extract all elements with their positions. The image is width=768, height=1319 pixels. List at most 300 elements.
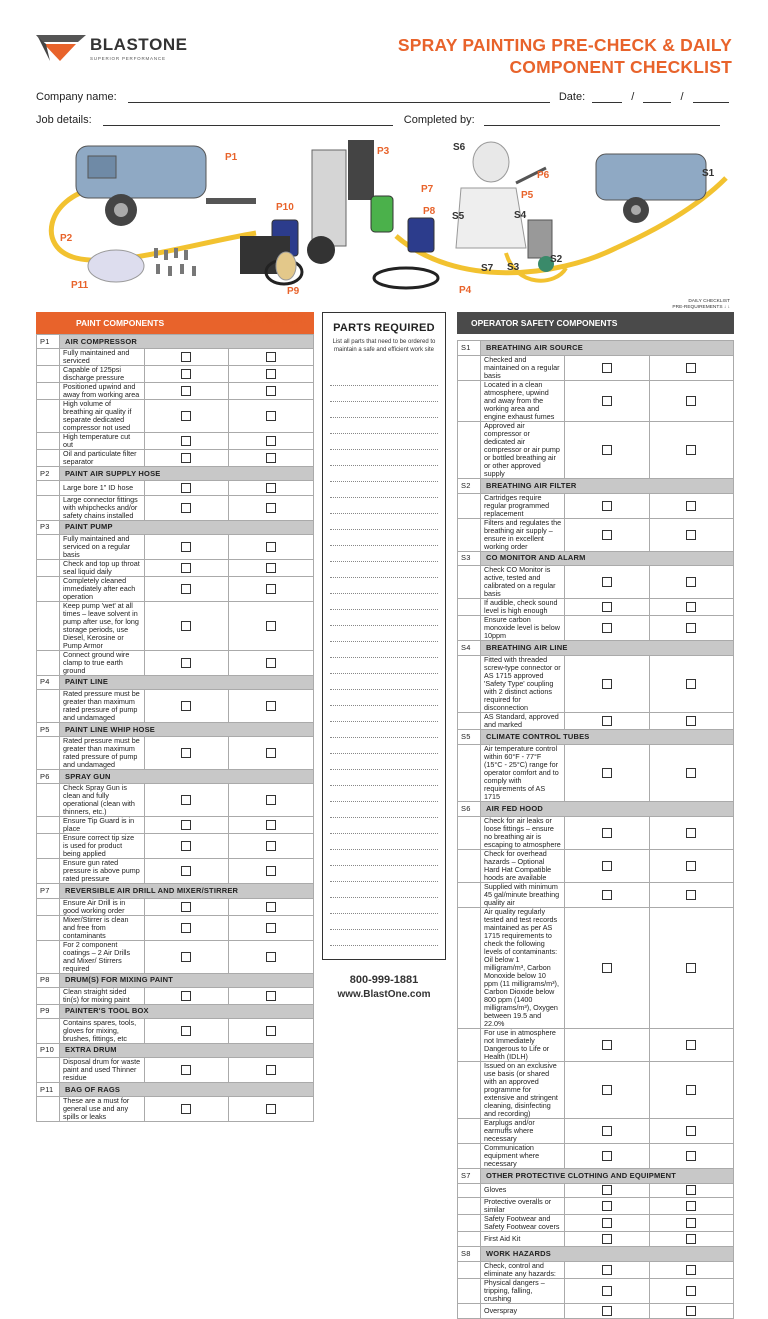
section-title: PAINT LINE [60, 675, 314, 689]
checklist-item [37, 366, 314, 383]
checklist-item [37, 859, 314, 884]
checklist-item [37, 817, 314, 834]
daily-checkbox[interactable] [686, 363, 696, 373]
paint-components-header: PAINT COMPONENTS DAILY CHECKLIST PRE-REQUIREMENTS ↓ ↓ [36, 312, 314, 334]
daily-checkbox[interactable] [266, 542, 276, 552]
pre-requirement-checkbox[interactable] [602, 679, 612, 689]
job-row [36, 114, 720, 126]
date-day-field[interactable] [592, 92, 622, 103]
pre-requirement-checkbox[interactable] [181, 952, 191, 962]
pre-requirement-checkbox[interactable] [602, 577, 612, 587]
item-text: AS Standard, approved and marked [481, 713, 565, 730]
daily-checkbox[interactable] [266, 866, 276, 876]
section-code: P9 [37, 1004, 60, 1018]
parts-entry-line[interactable] [330, 561, 438, 562]
item-text: Capable of 125psi discharge pressure [60, 366, 145, 383]
parts-entry-line[interactable] [330, 497, 438, 498]
section-title: BAG OF RAGS [60, 1083, 314, 1097]
section-p8 [37, 973, 314, 987]
section-p4 [37, 675, 314, 689]
checklist-item [458, 713, 734, 730]
parts-entry-line[interactable] [330, 673, 438, 674]
checklist-item [37, 400, 314, 433]
pre-requirement-checkbox[interactable] [181, 1026, 191, 1036]
checklist-item [458, 1215, 734, 1232]
section-code: S1 [458, 341, 481, 356]
item-text: Check, control and eliminate any hazards: [481, 1261, 565, 1278]
item-text: Ensure gun rated pressure is above pump rated pressure [60, 859, 145, 884]
checklist-item [458, 566, 734, 599]
item-text: Large connector fittings with whipchecks and/or safety chains installed [60, 495, 145, 520]
daily-checkbox[interactable] [686, 768, 696, 778]
parts-entry-line[interactable] [330, 689, 438, 690]
checklist-item [37, 737, 314, 770]
daily-checkbox[interactable] [686, 623, 696, 633]
item-text: Filters and regulates the breathing air supply – ensure in excellent working order [481, 518, 565, 551]
section-p11 [37, 1083, 314, 1097]
daily-checkbox[interactable] [686, 890, 696, 900]
daily-checkbox[interactable] [686, 602, 696, 612]
section-title: CO MONITOR AND ALARM [481, 551, 734, 566]
paint-checklist-table [36, 334, 314, 1122]
checklist-item [37, 349, 314, 366]
checklist-item [458, 744, 734, 801]
item-text: These are a must for general use and any spills or leaks [60, 1097, 145, 1122]
item-text: Disposal drum for waste paint and used Thinner residue [60, 1058, 145, 1083]
daily-checkbox[interactable] [266, 483, 276, 493]
item-text: Earplugs and/or earmuffs where necessary [481, 1118, 565, 1143]
daily-checkbox[interactable] [686, 828, 696, 838]
pre-requirement-checkbox[interactable] [181, 453, 191, 463]
daily-checkbox[interactable] [266, 923, 276, 933]
parts-entry-line[interactable] [330, 577, 438, 578]
checklist-item [458, 1278, 734, 1303]
checklist-item [37, 987, 314, 1004]
item-text: Check Spray Gun is clean and fully operational (clean with thinners, etc.) [60, 784, 145, 817]
callout-s6: S6 [453, 142, 466, 153]
logo-tagline: SUPERIOR PERFORMANCE [90, 56, 166, 61]
section-title: SPRAY GUN [60, 770, 314, 784]
blastone-logo [36, 35, 188, 61]
pre-requirement-checkbox[interactable] [181, 820, 191, 830]
pre-requirement-checkbox[interactable] [602, 1265, 612, 1275]
pre-requirement-checkbox[interactable] [602, 1218, 612, 1228]
parts-entry-line[interactable] [330, 625, 438, 626]
pre-requirement-checkbox[interactable] [602, 396, 612, 406]
pre-requirement-checkbox[interactable] [181, 584, 191, 594]
parts-entry-line[interactable] [330, 753, 438, 754]
parts-entry-line[interactable] [330, 945, 438, 946]
daily-checkbox[interactable] [686, 1201, 696, 1211]
callout-p5: P5 [521, 190, 534, 201]
section-s3 [458, 551, 734, 566]
date-month-field[interactable] [643, 92, 671, 103]
item-text: Rated pressure must be greater than maximum rated pressure of pump and undamaged [60, 689, 145, 722]
item-text: Check and top up throat seal liquid daily [60, 559, 145, 576]
checklist-item [458, 355, 734, 380]
blastone-logo-icon [36, 35, 86, 61]
daily-checkbox[interactable] [686, 861, 696, 871]
checklist-item [458, 849, 734, 882]
parts-entry-line[interactable] [330, 913, 438, 914]
parts-entry-line[interactable] [330, 737, 438, 738]
daily-checkbox[interactable] [686, 1265, 696, 1275]
daily-checkbox[interactable] [686, 1040, 696, 1050]
callout-p7: P7 [421, 184, 434, 195]
daily-checkbox[interactable] [686, 577, 696, 587]
callout-p8: P8 [423, 206, 436, 217]
daily-checkbox[interactable] [266, 411, 276, 421]
pre-requirement-checkbox[interactable] [181, 483, 191, 493]
parts-required-column [322, 312, 446, 960]
checklist-item [37, 784, 314, 817]
checklist-item [458, 907, 734, 1028]
pre-requirement-checkbox[interactable] [602, 1286, 612, 1296]
pre-requirement-checkbox[interactable] [602, 1185, 612, 1195]
parts-entry-line[interactable] [330, 401, 438, 402]
daily-checkbox[interactable] [266, 701, 276, 711]
parts-entry-line[interactable] [330, 865, 438, 866]
section-p1 [37, 335, 314, 349]
item-text: Rated pressure must be greater than maximum rated pressure of pump and undamaged [60, 737, 145, 770]
section-code: P3 [37, 520, 60, 534]
checklist-item [458, 421, 734, 478]
parts-entry-line[interactable] [330, 801, 438, 802]
callout-s5: S5 [452, 211, 465, 222]
pre-requirement-checkbox[interactable] [181, 563, 191, 573]
parts-entry-line[interactable] [330, 545, 438, 546]
pre-requirement-checkbox[interactable] [181, 1104, 191, 1114]
callout-p9: P9 [287, 286, 300, 297]
item-text: Check for overhead hazards – Optional Hard Hat Compatible hoods are available [481, 849, 565, 882]
callout-p3: P3 [377, 146, 390, 157]
parts-entry-line[interactable] [330, 465, 438, 466]
item-text: Approved air compressor or dedicated air compressor or air pump or bottled breathing air or other approved supply [481, 421, 565, 478]
item-text: Cartridges require regular programmed replacement [481, 493, 565, 518]
section-code: S8 [458, 1247, 481, 1262]
parts-entry-line[interactable] [330, 593, 438, 594]
pre-requirement-checkbox[interactable] [181, 795, 191, 805]
item-text: Safety Footwear and Safety Footwear covers [481, 1215, 565, 1232]
section-s2 [458, 478, 734, 493]
daily-checkbox[interactable] [686, 679, 696, 689]
checklist-item [37, 559, 314, 576]
safety-checklist-table [457, 340, 734, 1319]
parts-entry-line[interactable] [330, 817, 438, 818]
daily-checkbox[interactable] [266, 841, 276, 851]
paint-components-column [36, 312, 314, 1122]
operator-safety-header: OPERATOR SAFETY COMPONENTS [457, 312, 734, 334]
parts-entry-line[interactable] [330, 721, 438, 722]
item-text: Check CO Monitor is active, tested and calibrated on a regular basis [481, 566, 565, 599]
daily-checkbox[interactable] [266, 748, 276, 758]
checklist-key-right: DAILY CHECKLIST PRE-REQUIREMENTS ↓ ↓ [672, 299, 730, 310]
item-text: Large bore 1" ID hose [60, 481, 145, 495]
parts-entry-line[interactable] [330, 609, 438, 610]
checklist-item [37, 1097, 314, 1122]
section-title: PAINT AIR SUPPLY HOSE [60, 467, 314, 481]
parts-entry-line[interactable] [330, 785, 438, 786]
checklist-item [458, 1261, 734, 1278]
item-text: Gloves [481, 1183, 565, 1198]
callout-s3: S3 [507, 262, 520, 273]
daily-checkbox[interactable] [686, 1151, 696, 1161]
section-code: P11 [37, 1083, 60, 1097]
pre-requirement-checkbox[interactable] [602, 445, 612, 455]
daily-checkbox[interactable] [266, 563, 276, 573]
date-year-field[interactable] [693, 92, 729, 103]
item-text: Keep pump 'wet' at all times – leave solvent in pump after use, for long storage periods, use Diesel, Kerosine or Pump Armor [60, 601, 145, 650]
daily-checkbox[interactable] [266, 503, 276, 513]
daily-checkbox[interactable] [266, 952, 276, 962]
section-s7 [458, 1168, 734, 1183]
pre-requirement-checkbox[interactable] [602, 623, 612, 633]
pre-requirement-checkbox[interactable] [181, 841, 191, 851]
parts-entry-line[interactable] [330, 385, 438, 386]
pre-requirement-checkbox[interactable] [602, 963, 612, 973]
daily-checkbox[interactable] [686, 501, 696, 511]
section-p6 [37, 770, 314, 784]
parts-entry-line[interactable] [330, 705, 438, 706]
pre-requirement-checkbox[interactable] [602, 716, 612, 726]
completed-label: Completed by: [403, 114, 475, 126]
parts-entry-line[interactable] [330, 449, 438, 450]
pre-requirement-checkbox[interactable] [181, 902, 191, 912]
daily-checkbox[interactable] [686, 1218, 696, 1228]
checklist-item [37, 689, 314, 722]
checklist-item [458, 493, 734, 518]
callout-p11: P11 [71, 280, 89, 291]
daily-checkbox[interactable] [266, 1104, 276, 1114]
item-text: Air temperature control within 60°F - 77°F (15°C - 25°C) range for operator comfort and to comply with requirements of AS 1715 [481, 744, 565, 801]
parts-entry-line[interactable] [330, 897, 438, 898]
parts-entry-line[interactable] [330, 849, 438, 850]
pre-requirement-checkbox[interactable] [602, 530, 612, 540]
item-text: Protective overalls or similar [481, 1198, 565, 1215]
daily-checkbox[interactable] [686, 1234, 696, 1244]
checklist-item [37, 834, 314, 859]
section-code: S2 [458, 478, 481, 493]
parts-entry-line[interactable] [330, 433, 438, 434]
pre-requirement-checkbox[interactable] [181, 1065, 191, 1075]
page-title: SPRAY PAINTING PRE-CHECK & DAILY COMPONENT CHECKLIST [397, 35, 732, 77]
section-p5 [37, 722, 314, 736]
checklist-item [458, 380, 734, 421]
pre-requirement-checkbox[interactable] [602, 861, 612, 871]
item-text: Contains spares, tools, gloves for mixing, brushes, fittings, etc [60, 1018, 145, 1043]
pre-requirement-checkbox[interactable] [602, 363, 612, 373]
callout-p10: P10 [276, 202, 294, 213]
section-title: AIR FED HOOD [481, 801, 734, 816]
daily-checkbox[interactable] [266, 386, 276, 396]
section-code: P7 [37, 884, 60, 898]
item-text: Ensure Tip Guard is in place [60, 817, 145, 834]
daily-checkbox[interactable] [686, 445, 696, 455]
item-text: Oil and particulate filter separator [60, 450, 145, 467]
job-field[interactable] [103, 115, 393, 126]
daily-checkbox[interactable] [266, 621, 276, 631]
checklist-item [458, 599, 734, 616]
section-p7 [37, 884, 314, 898]
website-link[interactable]: www.BlastOne.com [337, 989, 431, 1000]
item-text: Ensure correct tip size is used for product being applied [60, 834, 145, 859]
checklist-item [458, 1198, 734, 1215]
pre-requirement-checkbox[interactable] [602, 828, 612, 838]
section-s4 [458, 641, 734, 656]
daily-checkbox[interactable] [686, 530, 696, 540]
pre-requirement-checkbox[interactable] [181, 991, 191, 1001]
daily-checkbox[interactable] [266, 584, 276, 594]
daily-checkbox[interactable] [686, 1306, 696, 1316]
checklist-item [37, 576, 314, 601]
checklist-item [37, 898, 314, 915]
daily-checkbox[interactable] [266, 453, 276, 463]
callout-p1: P1 [225, 152, 238, 163]
pre-requirement-checkbox[interactable] [181, 542, 191, 552]
section-s1 [458, 341, 734, 356]
callout-s4: S4 [514, 210, 527, 221]
daily-checkbox[interactable] [266, 1065, 276, 1075]
pre-requirement-checkbox[interactable] [181, 748, 191, 758]
daily-checkbox[interactable] [266, 352, 276, 362]
logo-brand: BLASTONE [90, 35, 188, 54]
pre-requirement-checkbox[interactable] [602, 1126, 612, 1136]
checklist-item [458, 1143, 734, 1168]
item-text: Issued on an exclusive use basis (or shared with an approved programme for extensive and stringent cleaning, disinfecting and recording) [481, 1061, 565, 1118]
pre-requirement-checkbox[interactable] [181, 352, 191, 362]
section-title: PAINTER'S TOOL BOX [60, 1004, 314, 1018]
daily-checkbox[interactable] [686, 1185, 696, 1195]
pre-requirement-checkbox[interactable] [181, 503, 191, 513]
daily-checkbox[interactable] [266, 991, 276, 1001]
daily-checkbox[interactable] [266, 658, 276, 668]
checklist-item [458, 1232, 734, 1247]
section-code: P5 [37, 722, 60, 736]
checklist-item [37, 534, 314, 559]
checklist-item [458, 656, 734, 713]
checklist-item [458, 882, 734, 907]
pre-requirement-checkbox[interactable] [181, 701, 191, 711]
checklist-item [458, 518, 734, 551]
item-text: Overspray [481, 1303, 565, 1318]
daily-checkbox[interactable] [266, 795, 276, 805]
section-title: EXTRA DRUM [60, 1043, 314, 1057]
item-text: For 2 component coatings – 2 Air Drills and Mixer/ Stirrers required [60, 940, 145, 973]
checklist-item [458, 1061, 734, 1118]
daily-checkbox[interactable] [266, 436, 276, 446]
daily-checkbox[interactable] [686, 963, 696, 973]
daily-checkbox[interactable] [686, 1085, 696, 1095]
checklist-item [458, 616, 734, 641]
section-title: BREATHING AIR LINE [481, 641, 734, 656]
parts-entry-line[interactable] [330, 929, 438, 930]
section-s5 [458, 730, 734, 745]
parts-entry-line[interactable] [330, 769, 438, 770]
item-text: Fitted with threaded screw-type connector or AS 1715 approved 'Safety Type' coupling with 2 distinct actions required for disconnection [481, 656, 565, 713]
date-label: Date: [558, 91, 586, 103]
section-code: P1 [37, 335, 60, 349]
section-title: AIR COMPRESSOR [60, 335, 314, 349]
checklist-item [458, 1303, 734, 1318]
parts-entry-line[interactable] [330, 481, 438, 482]
parts-entry-line[interactable] [330, 529, 438, 530]
checklist-item [37, 481, 314, 495]
daily-checkbox[interactable] [686, 1286, 696, 1296]
daily-checkbox[interactable] [266, 902, 276, 912]
item-text: Communication equipment where necessary [481, 1143, 565, 1168]
parts-entry-line[interactable] [330, 657, 438, 658]
pre-requirement-checkbox[interactable] [181, 866, 191, 876]
parts-entry-line[interactable] [330, 881, 438, 882]
pre-requirement-checkbox[interactable] [602, 501, 612, 511]
daily-checkbox[interactable] [686, 1126, 696, 1136]
section-code: S3 [458, 551, 481, 566]
daily-checkbox[interactable] [686, 396, 696, 406]
checklist-item [37, 915, 314, 940]
daily-checkbox[interactable] [266, 1026, 276, 1036]
pre-requirement-checkbox[interactable] [181, 923, 191, 933]
daily-checkbox[interactable] [686, 716, 696, 726]
checklist-item [37, 601, 314, 650]
completed-field[interactable] [484, 115, 720, 126]
item-text: Clean straight sided tin(s) for mixing paint [60, 987, 145, 1004]
parts-entry-line[interactable] [330, 513, 438, 514]
section-code: P4 [37, 675, 60, 689]
company-field[interactable] [128, 92, 550, 103]
daily-checkbox[interactable] [266, 820, 276, 830]
pre-requirement-checkbox[interactable] [602, 1151, 612, 1161]
section-p9 [37, 1004, 314, 1018]
pre-requirement-checkbox[interactable] [181, 411, 191, 421]
section-title: OTHER PROTECTIVE CLOTHING AND EQUIPMENT [481, 1168, 734, 1183]
pre-requirement-checkbox[interactable] [602, 602, 612, 612]
item-text: Ensure Air Drill is in good working order [60, 898, 145, 915]
pre-requirement-checkbox[interactable] [181, 436, 191, 446]
pre-requirement-checkbox[interactable] [181, 658, 191, 668]
item-text: Fully maintained and serviced on a regular basis [60, 534, 145, 559]
company-label: Company name: [36, 91, 117, 103]
pre-requirement-checkbox[interactable] [602, 1201, 612, 1211]
parts-entry-line[interactable] [330, 417, 438, 418]
parts-entry-line[interactable] [330, 833, 438, 834]
item-text: Checked and maintained on a regular basis [481, 355, 565, 380]
parts-required-box [322, 312, 446, 960]
pre-requirement-checkbox[interactable] [181, 369, 191, 379]
item-text: Completely cleaned immediately after each operation [60, 576, 145, 601]
pre-requirement-checkbox[interactable] [181, 386, 191, 396]
pre-requirement-checkbox[interactable] [602, 1085, 612, 1095]
pre-requirement-checkbox[interactable] [602, 1234, 612, 1244]
parts-entry-line[interactable] [330, 641, 438, 642]
item-text: Ensure carbon monoxide level is below 10ppm [481, 616, 565, 641]
parts-required-note: List all parts that need to be ordered to maintain a safe and efficient work site [332, 339, 436, 353]
pre-requirement-checkbox[interactable] [602, 768, 612, 778]
pre-requirement-checkbox[interactable] [602, 1306, 612, 1316]
callout-p2: P2 [60, 233, 73, 244]
pre-requirement-checkbox[interactable] [602, 890, 612, 900]
section-s8 [458, 1247, 734, 1262]
pre-requirement-checkbox[interactable] [602, 1040, 612, 1050]
pre-requirement-checkbox[interactable] [181, 621, 191, 631]
item-text: High temperature cut out [60, 433, 145, 450]
checklist-item [37, 383, 314, 400]
item-text: Check for air leaks or loose fittings – ensure no breathing air is escaping to atmosphere [481, 816, 565, 849]
callout-p4: P4 [459, 285, 472, 296]
daily-checkbox[interactable] [266, 369, 276, 379]
section-code: P2 [37, 467, 60, 481]
section-title: PAINT LINE WHIP HOSE [60, 722, 314, 736]
section-title: REVERSIBLE AIR DRILL AND MIXER/STIRRER [60, 884, 314, 898]
